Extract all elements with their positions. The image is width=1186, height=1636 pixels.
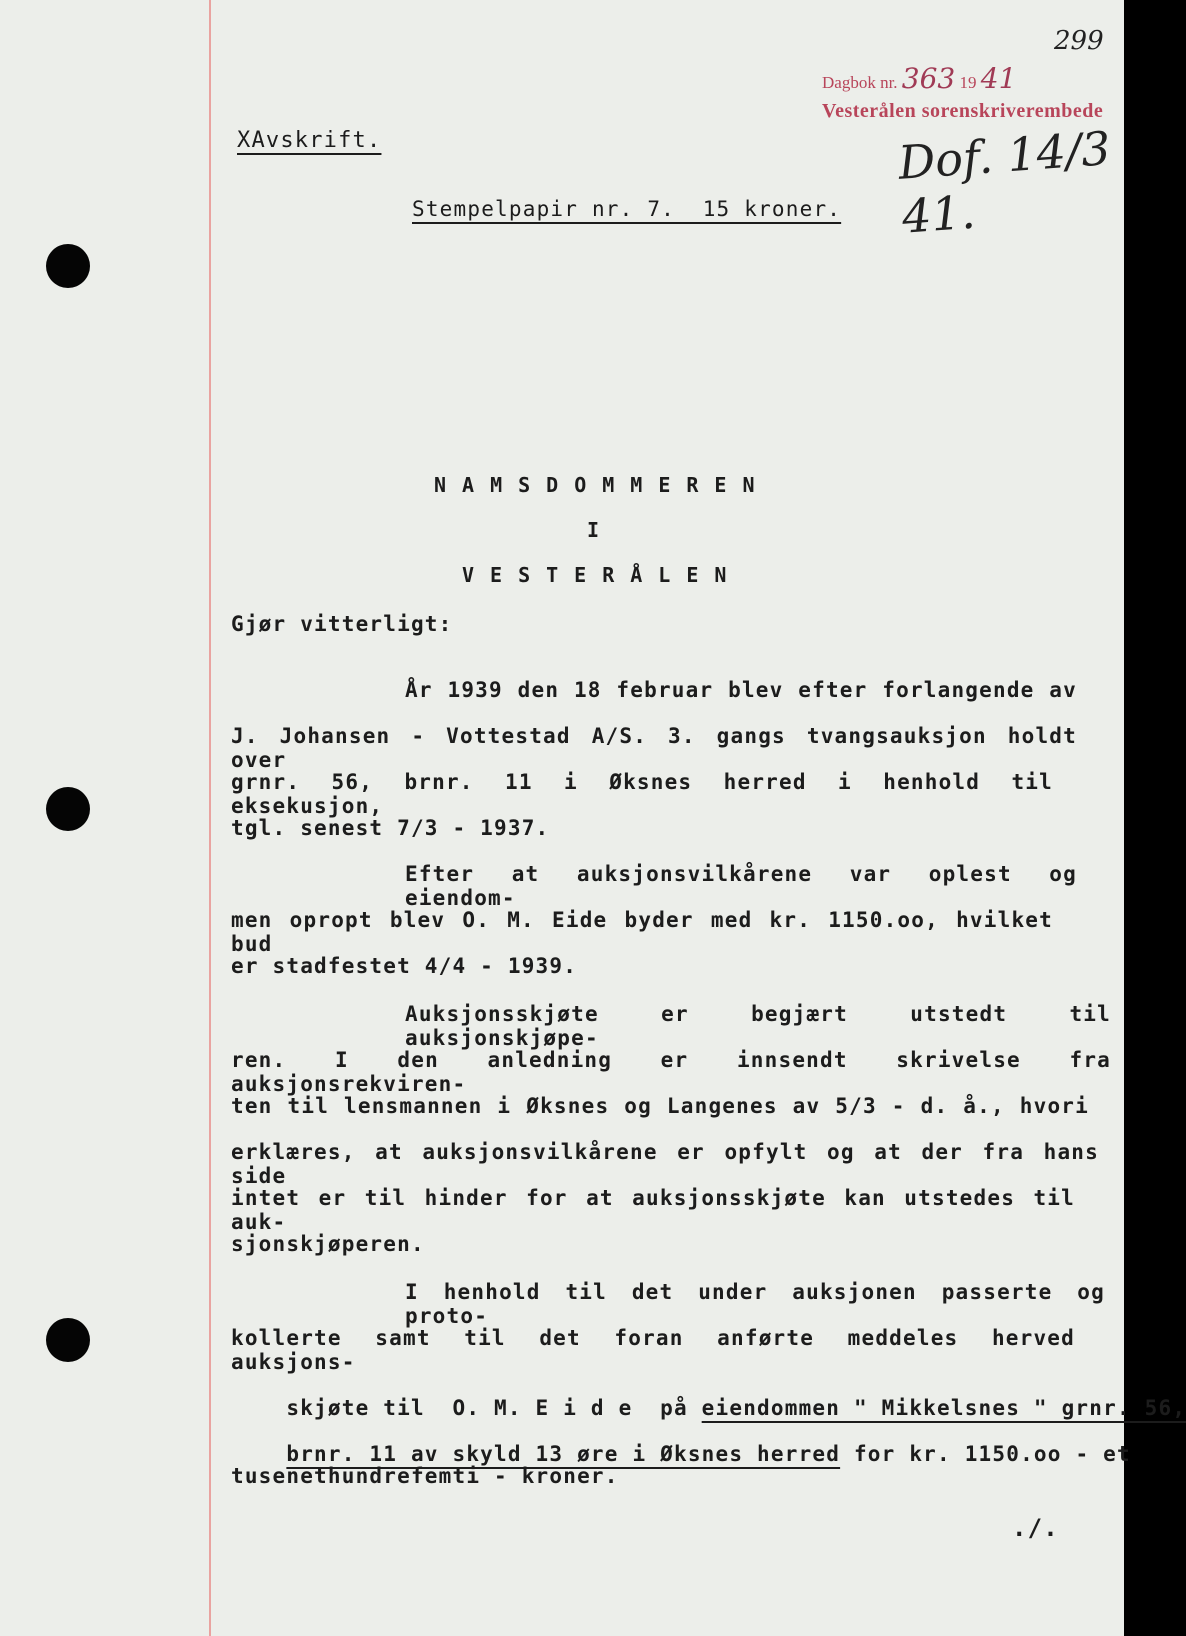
stamp-paper-line: Stempelpapir nr. 7. 15 kroner. (412, 197, 842, 221)
body-line-13: sjonskjøperen. (231, 1232, 425, 1256)
copy-label: XAvskrift. (237, 128, 382, 153)
year-suffix: 41 (980, 62, 1017, 95)
body-line-10: ten til lensmannen i Øksnes og Langenes av 5/3 - d. å., hvori (231, 1094, 1089, 1118)
line16-prefix: skjøte til O. M. E i d e på (286, 1396, 702, 1420)
parcel-underlined: brnr. 11 av skyld 13 øre i Øksnes herred (286, 1442, 841, 1466)
property-underlined: eiendommen " Mikkelsnes " grnr. 56, (701, 1396, 1186, 1420)
body-line-14: I henhold til det under auksjonen passerte og proto- (405, 1280, 1105, 1328)
title-i: I (587, 518, 601, 542)
body-line-8: Auksjonsskjøte er begjært utstedt til auksjonskjøpe- (405, 1002, 1111, 1050)
handwritten-date: Dof. 14/3 41. (896, 121, 1113, 244)
page-number: 299 (1054, 26, 1104, 56)
dagbok-label: Dagbok nr. (822, 73, 898, 92)
dagbok-stamp (822, 62, 1016, 95)
opening-line: Gjør vitterligt: (231, 612, 453, 636)
body-line-6: men opropt blev O. M. Eide byder med kr. 1150.oo, hvilket bud (231, 908, 1053, 956)
continued-mark: ./. (1012, 1514, 1059, 1542)
margin-line (209, 0, 211, 1636)
body-line-12: intet er til hinder for at auksjonsskjøte kan utstedes til auk- (231, 1186, 1075, 1234)
body-line-18: tusenethundrefemti - kroner. (231, 1464, 619, 1488)
body-line-1: År 1939 den 18 februar blev efter forlangende av (405, 678, 1077, 702)
dagbok-number: 363 (901, 62, 956, 95)
body-line-5: Efter at auksjonsvilkårene var oplest og eiendom- (405, 862, 1077, 910)
body-line-15: kollerte samt til det foran anførte meddeles herved auksjons- (231, 1326, 1075, 1374)
body-line-7: er stadfestet 4/4 - 1939. (231, 954, 578, 978)
office-stamp: Vesterålen sorenskriverembede (822, 100, 1104, 122)
body-line-3: grnr. 56, brnr. 11 i Øksnes herred i henhold til eksekusjon, (231, 770, 1053, 818)
line17-suffix: for kr. 1150.oo - et (840, 1442, 1131, 1466)
body-line-4: tgl. senest 7/3 - 1937. (231, 816, 550, 840)
year-prefix: 19 (959, 73, 977, 92)
body-line-2: J. Johansen - Vottestad A/S. 3. gangs tvangsauksjon holdt over (231, 724, 1077, 772)
title-namsdommeren: NAMSDOMMEREN (434, 473, 771, 497)
title-vesteralen: VESTERÅLEN (462, 563, 743, 587)
punch-hole-bottom (46, 1318, 90, 1362)
punch-hole-middle (46, 787, 90, 831)
body-line-9: ren. I den anledning er innsendt skrivelse fra auksjonsrekviren- (231, 1048, 1111, 1096)
punch-hole-top (46, 244, 90, 288)
body-line-11: erklæres, at auksjonsvilkårene er opfylt og at der fra hans side (231, 1140, 1099, 1188)
